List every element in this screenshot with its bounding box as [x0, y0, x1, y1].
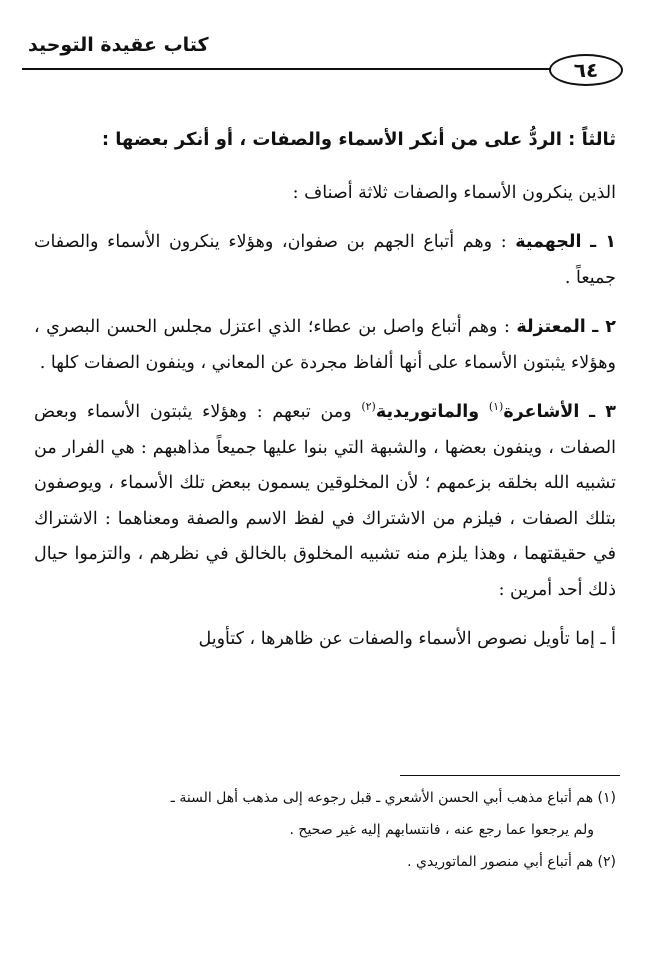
item-conjunction: و: [468, 402, 480, 422]
main-text: [34, 122, 616, 672]
item-term-2: الماتوريدية: [375, 402, 469, 422]
item-number: ٢ ـ: [592, 317, 616, 337]
footnote-marker: (٢): [597, 854, 616, 870]
book-title: كتاب عقيدة التوحيد: [28, 34, 209, 56]
item-text: : وهم أتباع واصل بن عطاء؛ الذي اعتزل مجلس الحسن البصري ، وهؤلاء يثبتون الأسماء على أنها ألفاظ مجردة عن المعاني ، وينفون الصفات كلها .: [34, 317, 616, 373]
item-option-a: [34, 622, 616, 658]
intro-paragraph: الذين ينكرون الأسماء والصفات ثلاثة أصناف :: [292, 182, 616, 203]
item-term: الأشاعرة: [503, 402, 580, 422]
header-rule: [22, 68, 550, 70]
item-jahmiyya: [34, 225, 616, 296]
item-text: ومن تبعهم : وهؤلاء يثبتون الأسماء وبعض الصفات ، وينفون بعضها ، والشبهة التي بنوا عليها جميعاً مذاهبهم : هي الفرار من تشبيه الله بخلقه بزعمهم ؛ لأن المخلوقين يسمون ببعض تلك الأسماء ، ويوصفون بتلك الصفات ، فيلزم من الاشتراك في لفظ الاسم والصفة ومعناهما : الاشتراك في حقيقتهما ، وهذا يلزم منه تشبيه المخلوق بالخالق في نظرهم ، والتزموا حيال ذلك أحد أمرين :: [34, 402, 616, 600]
page-number: ٦٤: [549, 54, 623, 86]
footnote-ref[interactable]: (٢): [361, 400, 376, 414]
item-number: ١ ـ: [590, 232, 616, 252]
section-heading: ثالثاً : الردُّ على من أنكر الأسماء والصفات ، أو أنكر بعضها :: [101, 129, 616, 150]
item-mutazila: [34, 310, 616, 381]
footnote-2: [34, 846, 616, 878]
item-number: ٣ ـ: [589, 402, 616, 422]
item-text: إما تأويل نصوص الأسماء والصفات عن ظاهرها ، كتأويل: [198, 629, 595, 649]
footnotes: [34, 782, 616, 878]
item-text: : وهم أتباع الجهم بن صفوان، وهؤلاء ينكرون الأسماء والصفات جميعاً .: [34, 232, 616, 288]
item-number: أ ـ: [600, 629, 616, 649]
item-ashaira: [34, 395, 616, 608]
footnote-ref[interactable]: (١): [488, 400, 504, 414]
footnote-marker: (١): [597, 790, 616, 806]
footnote-1: [34, 782, 616, 814]
footnote-rule: [400, 775, 620, 776]
item-term: الجهمية: [515, 232, 582, 252]
footnote-1-continuation: ولم يرجعوا عما رجع عنه ، فانتسابهم إليه غير صحيح .: [289, 822, 594, 838]
footnote-text: هم أتباع مذهب أبي الحسن الأشعري ـ قبل رجوعه إلى مذهب أهل السنة ـ: [170, 790, 594, 806]
footnote-text: هم أتباع أبي منصور الماتوريدي .: [407, 854, 594, 870]
item-term: المعتزلة: [516, 317, 586, 337]
